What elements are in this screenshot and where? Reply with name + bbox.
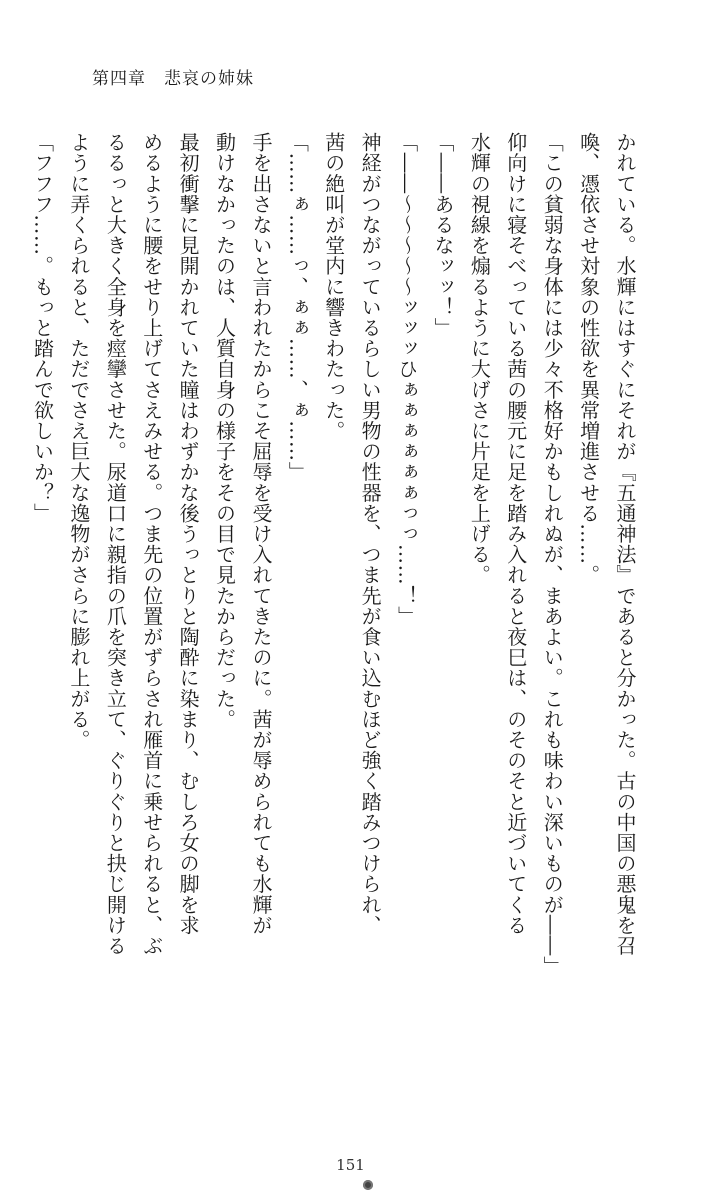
text-line: 喚、憑依させ対象の性欲を異常増進させる……。 (576, 132, 601, 586)
text-line: 水輝の視線を煽るように大げさに片足を上げる。 (467, 132, 492, 586)
text-line: めるように腰をせり上げてさえみせる。つま先の位置がずらされ雁首に乗せられると、ぶ (139, 132, 164, 956)
text-line: 手を出さないと言われたからこそ屈辱を受け入れてきたのに。茜が辱められても水輝が (248, 132, 273, 936)
text-line: 「この貧弱な身体には少々不格好かもしれぬが、まあよい。これも味わい深いものが――」 (540, 132, 565, 977)
text-line: 最初衝撃に見開かれていた瞳はわずかな後うっとりと陶酔に染まり、むしろ女の脚を求 (176, 132, 201, 936)
text-line: 動けなかったのは、人質自身の様子をその目で見たからだった。 (212, 132, 237, 730)
text-line: 「フフフ……。もっと踏んで欲しいか？」 (30, 132, 55, 524)
text-line: るるっと大きく全身を痙攣させた。尿道口に親指の爪を突き立て、ぐりぐりと抉じ開ける (103, 132, 128, 956)
running-title: 第四章 悲哀の姉妹 (92, 69, 254, 89)
text-line: 「――あるなッッ！」 (430, 132, 455, 338)
body-text (30, 132, 643, 992)
folio-ornament-icon (363, 1180, 373, 1190)
text-line: 「……ぁ……っ、ぁぁ……、ぁ……」 (285, 132, 310, 483)
text-line: 仰向けに寝そべっている茜の腰元に足を踏み入れると夜巳は、のそのそと近づいてくる (503, 132, 528, 936)
text-line: ように弄くられると、ただでさえ巨大な逸物がさらに膨れ上がる。 (66, 132, 91, 750)
text-line: 茜の絶叫が堂内に響きわたった。 (321, 132, 346, 441)
text-line: 神経がつながっているらしい男物の性器を、つま先が食い込むほど強く踏みつけられ、 (358, 132, 383, 936)
text-line: かれている。水輝にはすぐにそれが『五通神法』であると分かった。古の中国の悪鬼を召 (613, 132, 637, 956)
text-line: 「――～～～～～ッッッひぁぁぁぁぁぁっっ……！」 (394, 132, 419, 627)
page-number: 151 (336, 1156, 365, 1174)
